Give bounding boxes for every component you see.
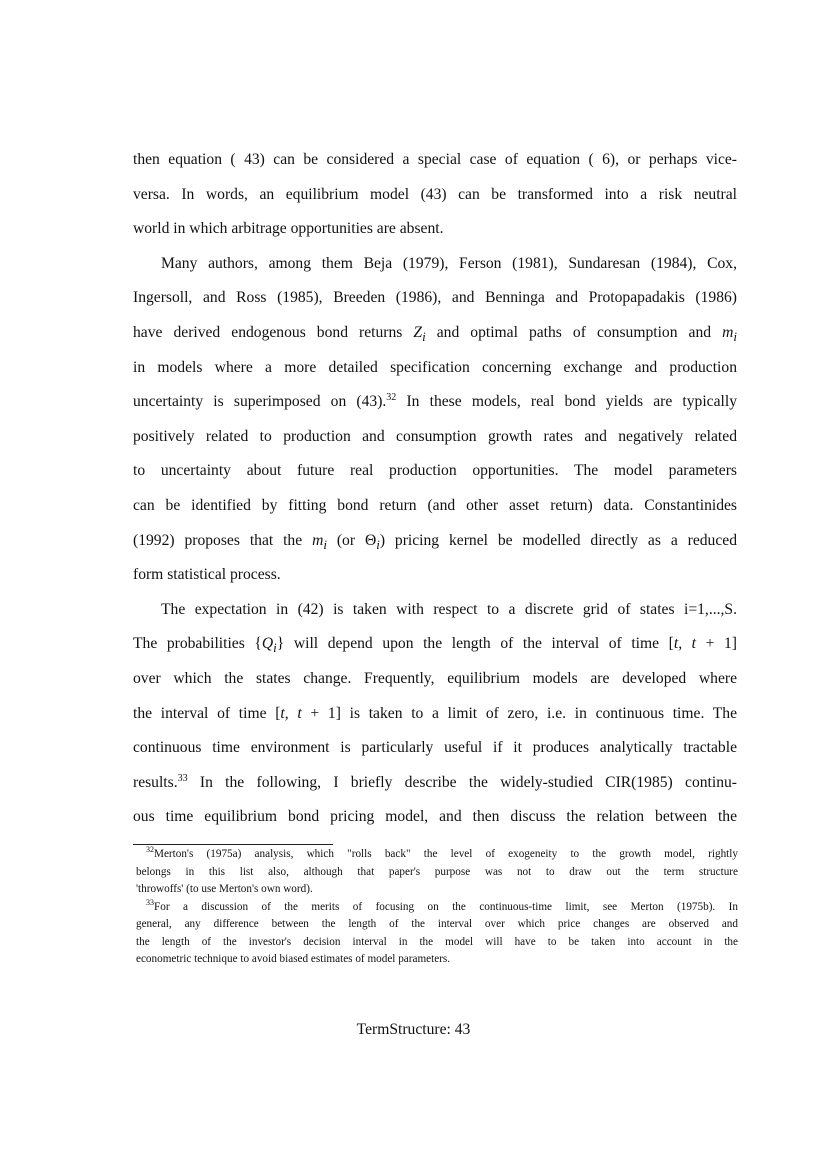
footnote-line: econometric technique to avoid biased estimates of model parameters. (136, 953, 451, 965)
footnote-line: 'throwoffs' (to use Merton's own word). (136, 883, 313, 895)
footnote-ref[interactable]: 32 (386, 392, 397, 404)
body-line: over which the states change. Frequently, equilibrium models are developed where (133, 669, 737, 687)
body-line: versa. In words, an equilibrium model (43) can be transformed into a risk neutral (133, 185, 737, 203)
body-line: ous time equilibrium bond pricing model, and then discuss the relation between the (133, 808, 737, 826)
body-line: The probabilities $\{Q_i\}$ will depend upon the length of the interval of time [t, t + 1] (133, 635, 737, 656)
body-line: (1992) proposes that the $m_i$ (or $\Theta_i$) pricing kernel be modelled directly as a reduced (133, 531, 737, 552)
body-line: the interval of time [t, t + 1] is taken to a limit of zero, i.e. in continuous time. The (133, 704, 737, 722)
body-line: Ingersoll, and Ross (1985), Breeden (1986), and Benninga and Protopapadakis (1986) (133, 289, 737, 307)
math-var: m (722, 323, 734, 341)
body-line: have derived endogenous bond returns $Z_i$ and optimal paths of consumption and $m_i$ (133, 323, 737, 345)
footnote-32: $^{32}$Merton's (1975a) analysis, which "rolls back" the level of exogeneity to the growth model, rightly (146, 846, 738, 860)
footnotes (136, 846, 738, 969)
math-var: Z (413, 323, 423, 341)
body-line: to uncertainty about future real production opportunities. The model parameters (133, 462, 737, 480)
body-line: results.$^{33}$ In the following, I briefly describe the widely-studied CIR(1985) continu- (133, 772, 737, 791)
body-line: form statistical process. (133, 566, 281, 584)
body-line: positively related to production and consumption growth rates and negatively related (133, 427, 737, 445)
body-text (133, 143, 737, 835)
body-line: world in which arbitrage opportunities are absent. (133, 220, 444, 238)
footnote-line: the length of the investor's decision interval in the model will have to be taken into account in the (136, 935, 738, 948)
body-line: uncertainty is superimposed on (43).$^{32}$ In these models, real bond yields are typically (133, 392, 737, 411)
body-line: continuous time environment is particularly useful if it produces analytically tractable (133, 739, 737, 757)
body-line: Many authors, among them Beja (1979), Ferson (1981), Sundaresan (1984), Cox, (161, 254, 737, 272)
body-line: in models where a more detailed specification concerning exchange and production (133, 358, 737, 376)
body-line: can be identified by fitting bond return (and other asset return) data. Constantinides (133, 496, 737, 514)
footnote-rule (133, 844, 333, 845)
footnote-line: general, any difference between the length of the interval over which price changes are observed and (136, 918, 738, 930)
page-footer: TermStructure: 43 (356, 1021, 471, 1038)
body-line: then equation ( 43) can be considered a special case of equation ( 6), or perhaps vice- (133, 151, 737, 168)
footnote-ref[interactable]: 33 (177, 772, 188, 784)
footnote-33: $^{33}$For a discussion of the merits of focusing on the continuous-time limit, see Merton (1975b). In (146, 898, 738, 913)
body-line: The expectation in (42) is taken with respect to a discrete grid of states i=1,...,S. (161, 600, 737, 618)
footnote-line: belongs in this list also, although that paper's purpose was not to draw out the term structure (136, 865, 738, 878)
